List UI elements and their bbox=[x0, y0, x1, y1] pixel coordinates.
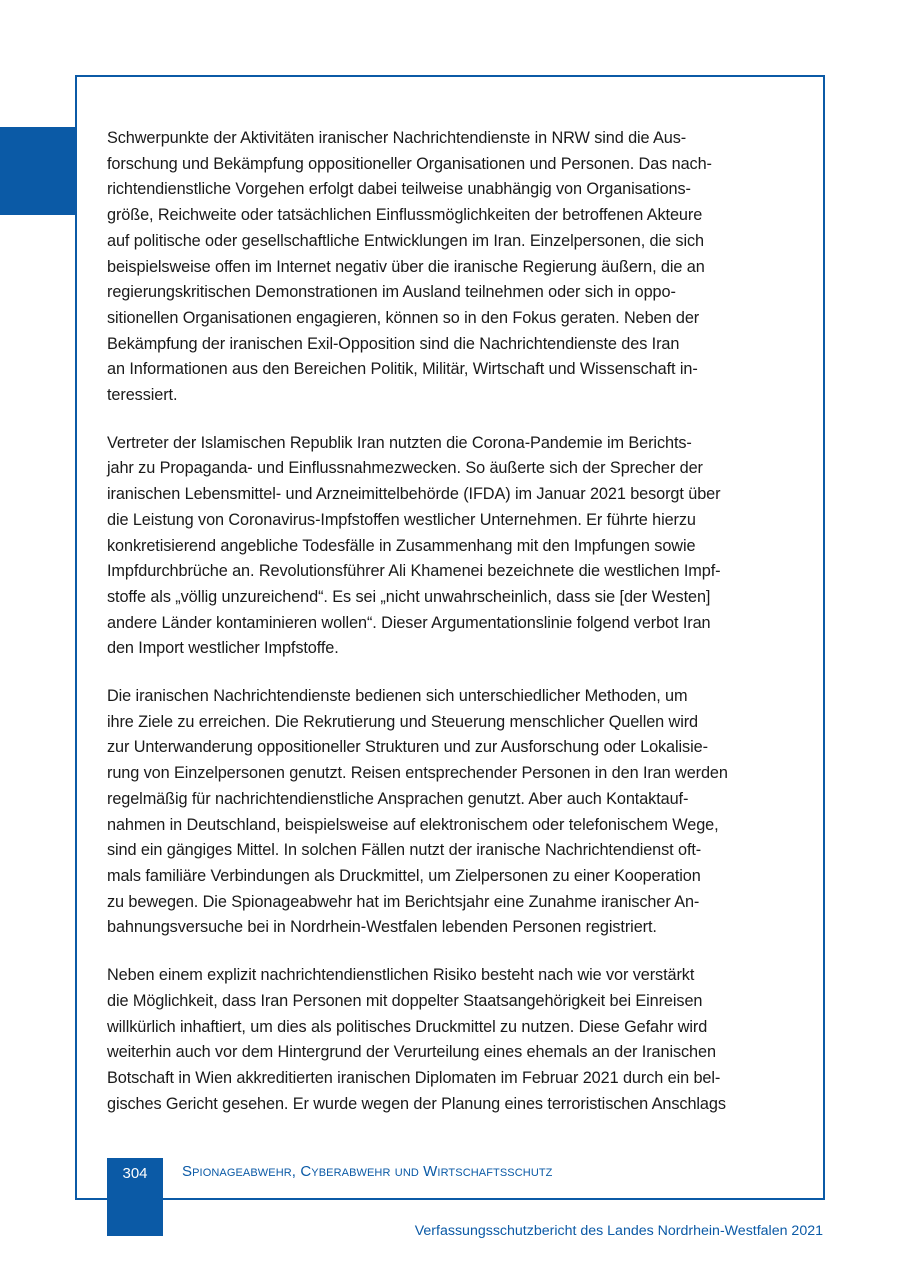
text-line: forschung und Bekämpfung oppositioneller Organisationen und Personen. Das nach- bbox=[107, 154, 712, 173]
text-line: die Möglichkeit, dass Iran Personen mit doppelter Staatsangehörigkeit bei Einreisen bbox=[107, 991, 703, 1010]
paragraph-3 bbox=[107, 684, 795, 941]
text-line: Neben einem explizit nachrichtendienstlichen Risiko besteht nach wie vor verstärkt bbox=[107, 966, 695, 985]
text-line: stoffe als „völlig unzureichend“. Es sei „nicht unwahrscheinlich, dass sie [der Westen] bbox=[107, 587, 711, 606]
paragraph-4 bbox=[107, 963, 795, 1117]
text-line: bahnungsversuche bei in Nordrhein-Westfalen lebenden Personen registriert. bbox=[107, 918, 657, 937]
text-line: Botschaft in Wien akkreditierten iranischen Diplomaten im Februar 2021 durch ein bel- bbox=[107, 1068, 721, 1087]
text-line: konkretisierend angebliche Todesfälle in Zusammenhang mit den Impfungen sowie bbox=[107, 536, 696, 555]
text-line: sind ein gängiges Mittel. In solchen Fällen nutzt der iranische Nachrichtendienst oft- bbox=[107, 841, 702, 860]
text-line: weiterhin auch vor dem Hintergrund der Verurteilung eines ehemals an der Iranischen bbox=[107, 1043, 716, 1062]
text-line: sitionellen Organisationen engagieren, können so in den Fokus geraten. Neben der bbox=[107, 308, 700, 327]
text-line: zu bewegen. Die Spionageabwehr hat im Berichtsjahr eine Zunahme iranischer An- bbox=[107, 892, 700, 911]
text-line: andere Länder kontaminieren wollen“. Dieser Argumentationslinie folgend verbot Iran bbox=[107, 613, 711, 632]
text-line: beispielsweise offen im Internet negativ über die iranische Regierung äußern, die an bbox=[107, 257, 705, 276]
body-text bbox=[107, 126, 795, 1139]
text-line: Vertreter der Islamischen Republik Iran nutzten die Corona-Pandemie im Berichts- bbox=[107, 433, 692, 452]
text-line: nahmen in Deutschland, beispielsweise auf elektronischem oder telefonischem Wege, bbox=[107, 815, 719, 834]
text-line: zur Unterwanderung oppositioneller Strukturen und zur Ausforschung oder Lokalisie- bbox=[107, 738, 708, 757]
text-line: auf politische oder gesellschaftliche Entwicklungen im Iran. Einzelpersonen, die sich bbox=[107, 231, 704, 250]
text-line: den Import westlicher Impfstoffe. bbox=[107, 639, 339, 658]
chapter-marker-tab bbox=[0, 127, 76, 215]
text-line: jahr zu Propaganda- und Einflussnahmezwecken. So äußerte sich der Sprecher der bbox=[107, 459, 703, 478]
text-line: willkürlich inhaftiert, um dies als politisches Druckmittel zu nutzen. Diese Gefahr wird bbox=[107, 1017, 708, 1036]
text-line: regierungskritischen Demonstrationen im Ausland teilnehmen oder sich in oppo- bbox=[107, 283, 676, 302]
paragraph-2 bbox=[107, 431, 795, 662]
text-line: die Leistung von Coronavirus-Impfstoffen westlicher Unternehmen. Er führte hierzu bbox=[107, 510, 696, 529]
section-title: Spionageabwehr, Cyberabwehr und Wirtschaftsschutz bbox=[182, 1163, 553, 1180]
text-line: rung von Einzelpersonen genutzt. Reisen entsprechender Personen in den Iran werden bbox=[107, 764, 728, 783]
text-line: gisches Gericht gesehen. Er wurde wegen der Planung eines terroristischen Anschlags bbox=[107, 1094, 726, 1113]
page-number-box bbox=[107, 1158, 163, 1236]
text-line: größe, Reichweite oder tatsächlichen Einflussmöglichkeiten der betroffenen Akteure bbox=[107, 206, 703, 225]
text-line: an Informationen aus den Bereichen Politik, Militär, Wirtschaft und Wissenschaft in- bbox=[107, 360, 698, 379]
report-title: Verfassungsschutzbericht des Landes Nordrhein-Westfalen 2021 bbox=[414, 1223, 823, 1239]
text-line: Impfdurchbrüche an. Revolutionsführer Ali Khamenei bezeichnete die westlichen Impf- bbox=[107, 562, 721, 581]
text-line: mals familiäre Verbindungen als Druckmittel, um Zielpersonen zu einer Kooperation bbox=[107, 866, 701, 885]
text-line: regelmäßig für nachrichtendienstliche Ansprachen genutzt. Aber auch Kontaktauf- bbox=[107, 789, 689, 808]
text-line: ihre Ziele zu erreichen. Die Rekrutierung und Steuerung menschlicher Quellen wird bbox=[107, 712, 698, 731]
text-line: teressiert. bbox=[107, 386, 178, 405]
page-number: 304 bbox=[122, 1165, 148, 1182]
text-line: Schwerpunkte der Aktivitäten iranischer Nachrichtendienste in NRW sind die Aus- bbox=[107, 129, 687, 147]
paragraph-1 bbox=[107, 126, 795, 409]
text-line: richtendienstliche Vorgehen erfolgt dabei teilweise unabhängig von Organisations- bbox=[107, 180, 691, 199]
text-line: Die iranischen Nachrichtendienste bedienen sich unterschiedlicher Methoden, um bbox=[107, 687, 688, 706]
text-line: iranischen Lebensmittel- und Arzneimittelbehörde (IFDA) im Januar 2021 besorgt über bbox=[107, 485, 721, 504]
text-line: Bekämpfung der iranischen Exil-Opposition sind die Nachrichtendienste des Iran bbox=[107, 334, 680, 353]
